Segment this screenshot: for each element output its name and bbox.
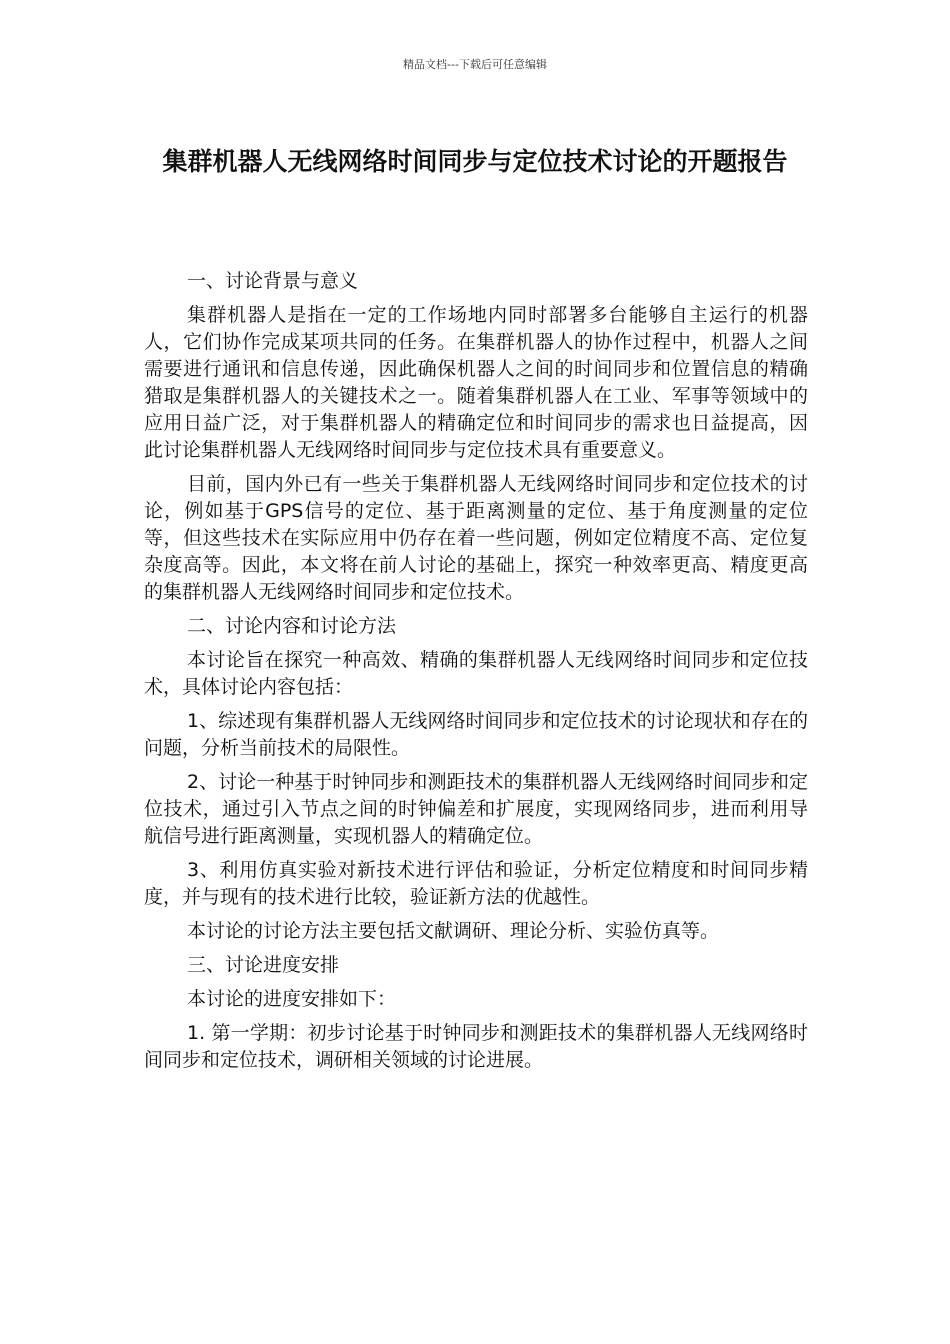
page-header: 精品文档---下载后可任意编辑 — [403, 58, 547, 71]
list-item-3: 3、利用仿真实验对新技术进行评估和验证，分析定位精度和时间同步精度，并与现有的技术进行比较，验证新方法的优越性。 — [144, 859, 808, 908]
section-heading-content-methods: 二、讨论内容和讨论方法 — [187, 615, 397, 637]
schedule-item-1: 1. 第一学期：初步讨论基于时钟同步和测距技术的集群机器人无线网络时间同步和定位技术，调研相关领域的讨论进展。 — [144, 1022, 808, 1071]
document-body — [144, 268, 808, 1081]
paragraph-schedule-intro: 本讨论的进度安排如下： — [187, 988, 397, 1010]
section-heading-background: 一、讨论背景与意义 — [187, 270, 359, 292]
paragraph-methods: 本讨论的讨论方法主要包括文献调研、理论分析、实验仿真等。 — [187, 920, 720, 942]
paragraph-current-research: 目前，国内外已有一些关于集群机器人无线网络时间同步和定位技术的讨论，例如基于GPS信号的定位、基于距离测量的定位、基于角度测量的定位等，但这些技术在实际应用中仍存在着一些问题，例如定位精度不高、定位复杂度高等。因此，本文将在前人讨论的基础上，探究一种效率更高、精度更高的集群机器人无线网络时间同步和定位技术。 — [144, 473, 808, 603]
document-title: 集群机器人无线网络时间同步与定位技术讨论的开题报告 — [162, 147, 788, 176]
paragraph-background: 集群机器人是指在一定的工作场地内同时部署多台能够自主运行的机器人，它们协作完成某项共同的任务。在集群机器人的协作过程中，机器人之间需要进行通讯和信息传递，因此确保机器人之间的时间同步和位置信息的精确猎取是集群机器人的关键技术之一。随着集群机器人在工业、军事等领域中的应用日益广泛，对于集群机器人的精确定位和时间同步的需求也日益提高，因此讨论集群机器人无线网络时间同步与定位技术具有重要意义。 — [144, 304, 808, 461]
list-item-1: 1、综述现有集群机器人无线网络时间同步和定位技术的讨论现状和存在的问题，分析当前技术的局限性。 — [144, 710, 808, 759]
paragraph-research-aim: 本讨论旨在探究一种高效、精确的集群机器人无线网络时间同步和定位技术，具体讨论内容包括： — [144, 649, 808, 698]
section-heading-schedule: 三、讨论进度安排 — [187, 954, 340, 976]
list-item-2: 2、讨论一种基于时钟同步和测距技术的集群机器人无线网络时间同步和定位技术，通过引入节点之间的时钟偏差和扩展度，实现网络同步，进而利用导航信号进行距离测量，实现机器人的精确定位。 — [144, 771, 808, 847]
